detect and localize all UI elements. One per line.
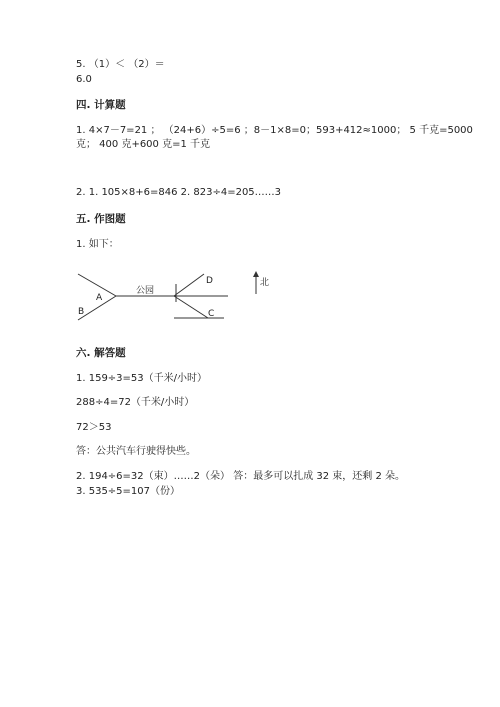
diagram-label-c: C (208, 309, 215, 319)
section-heading-calculation: 四. 计算题 (76, 99, 126, 111)
solution-1-line-2: 288÷4=72（千米/小时） (76, 397, 195, 408)
diagram-label-d: D (206, 276, 213, 286)
diagram-label-north: 北 (260, 278, 270, 288)
diagram-line-d (174, 274, 204, 296)
solution-3: 3. 535÷5=107（份） (76, 486, 181, 497)
diagram-label-b: B (78, 307, 85, 317)
section-heading-word-problems: 六. 解答题 (76, 347, 126, 359)
calc-answer-1-line-2: 克； 400 克+600 克=1 千克 (76, 139, 211, 150)
prev-answer-line-1: 5. （1）＜ （2）＝ (76, 59, 165, 70)
north-arrow-icon (253, 271, 259, 277)
solution-1-line-3: 72＞53 (76, 422, 112, 433)
diagram-line-c (174, 296, 208, 318)
prev-answer-line-2: 6.0 (76, 74, 92, 85)
section-heading-drawing: 五. 作图题 (76, 213, 126, 225)
drawing-answer-1: 1. 如下： (76, 239, 119, 250)
solution-1-line-4: 答：公共汽车行驶得快些。 (76, 446, 196, 457)
route-diagram (70, 262, 280, 332)
diagram-label-park: 公园 (136, 286, 155, 296)
diagram-label-a: A (96, 293, 103, 303)
solution-1-line-1: 1. 159÷3=53（千米/小时） (76, 373, 208, 384)
calc-answer-2: 2. 1. 105×8+6=846 2. 823÷4=205……3 (76, 187, 282, 198)
solution-2: 2. 194÷6=32（束）……2（朵） 答：最多可以扎成 32 束，还剩 2 朵。 (76, 471, 405, 482)
calc-answer-1-line-1: 1. 4×7－7=21 ； （24+6）÷5=6 ；8－1×8=0；593+412≈1000； 5 千克=5000 (76, 125, 473, 136)
